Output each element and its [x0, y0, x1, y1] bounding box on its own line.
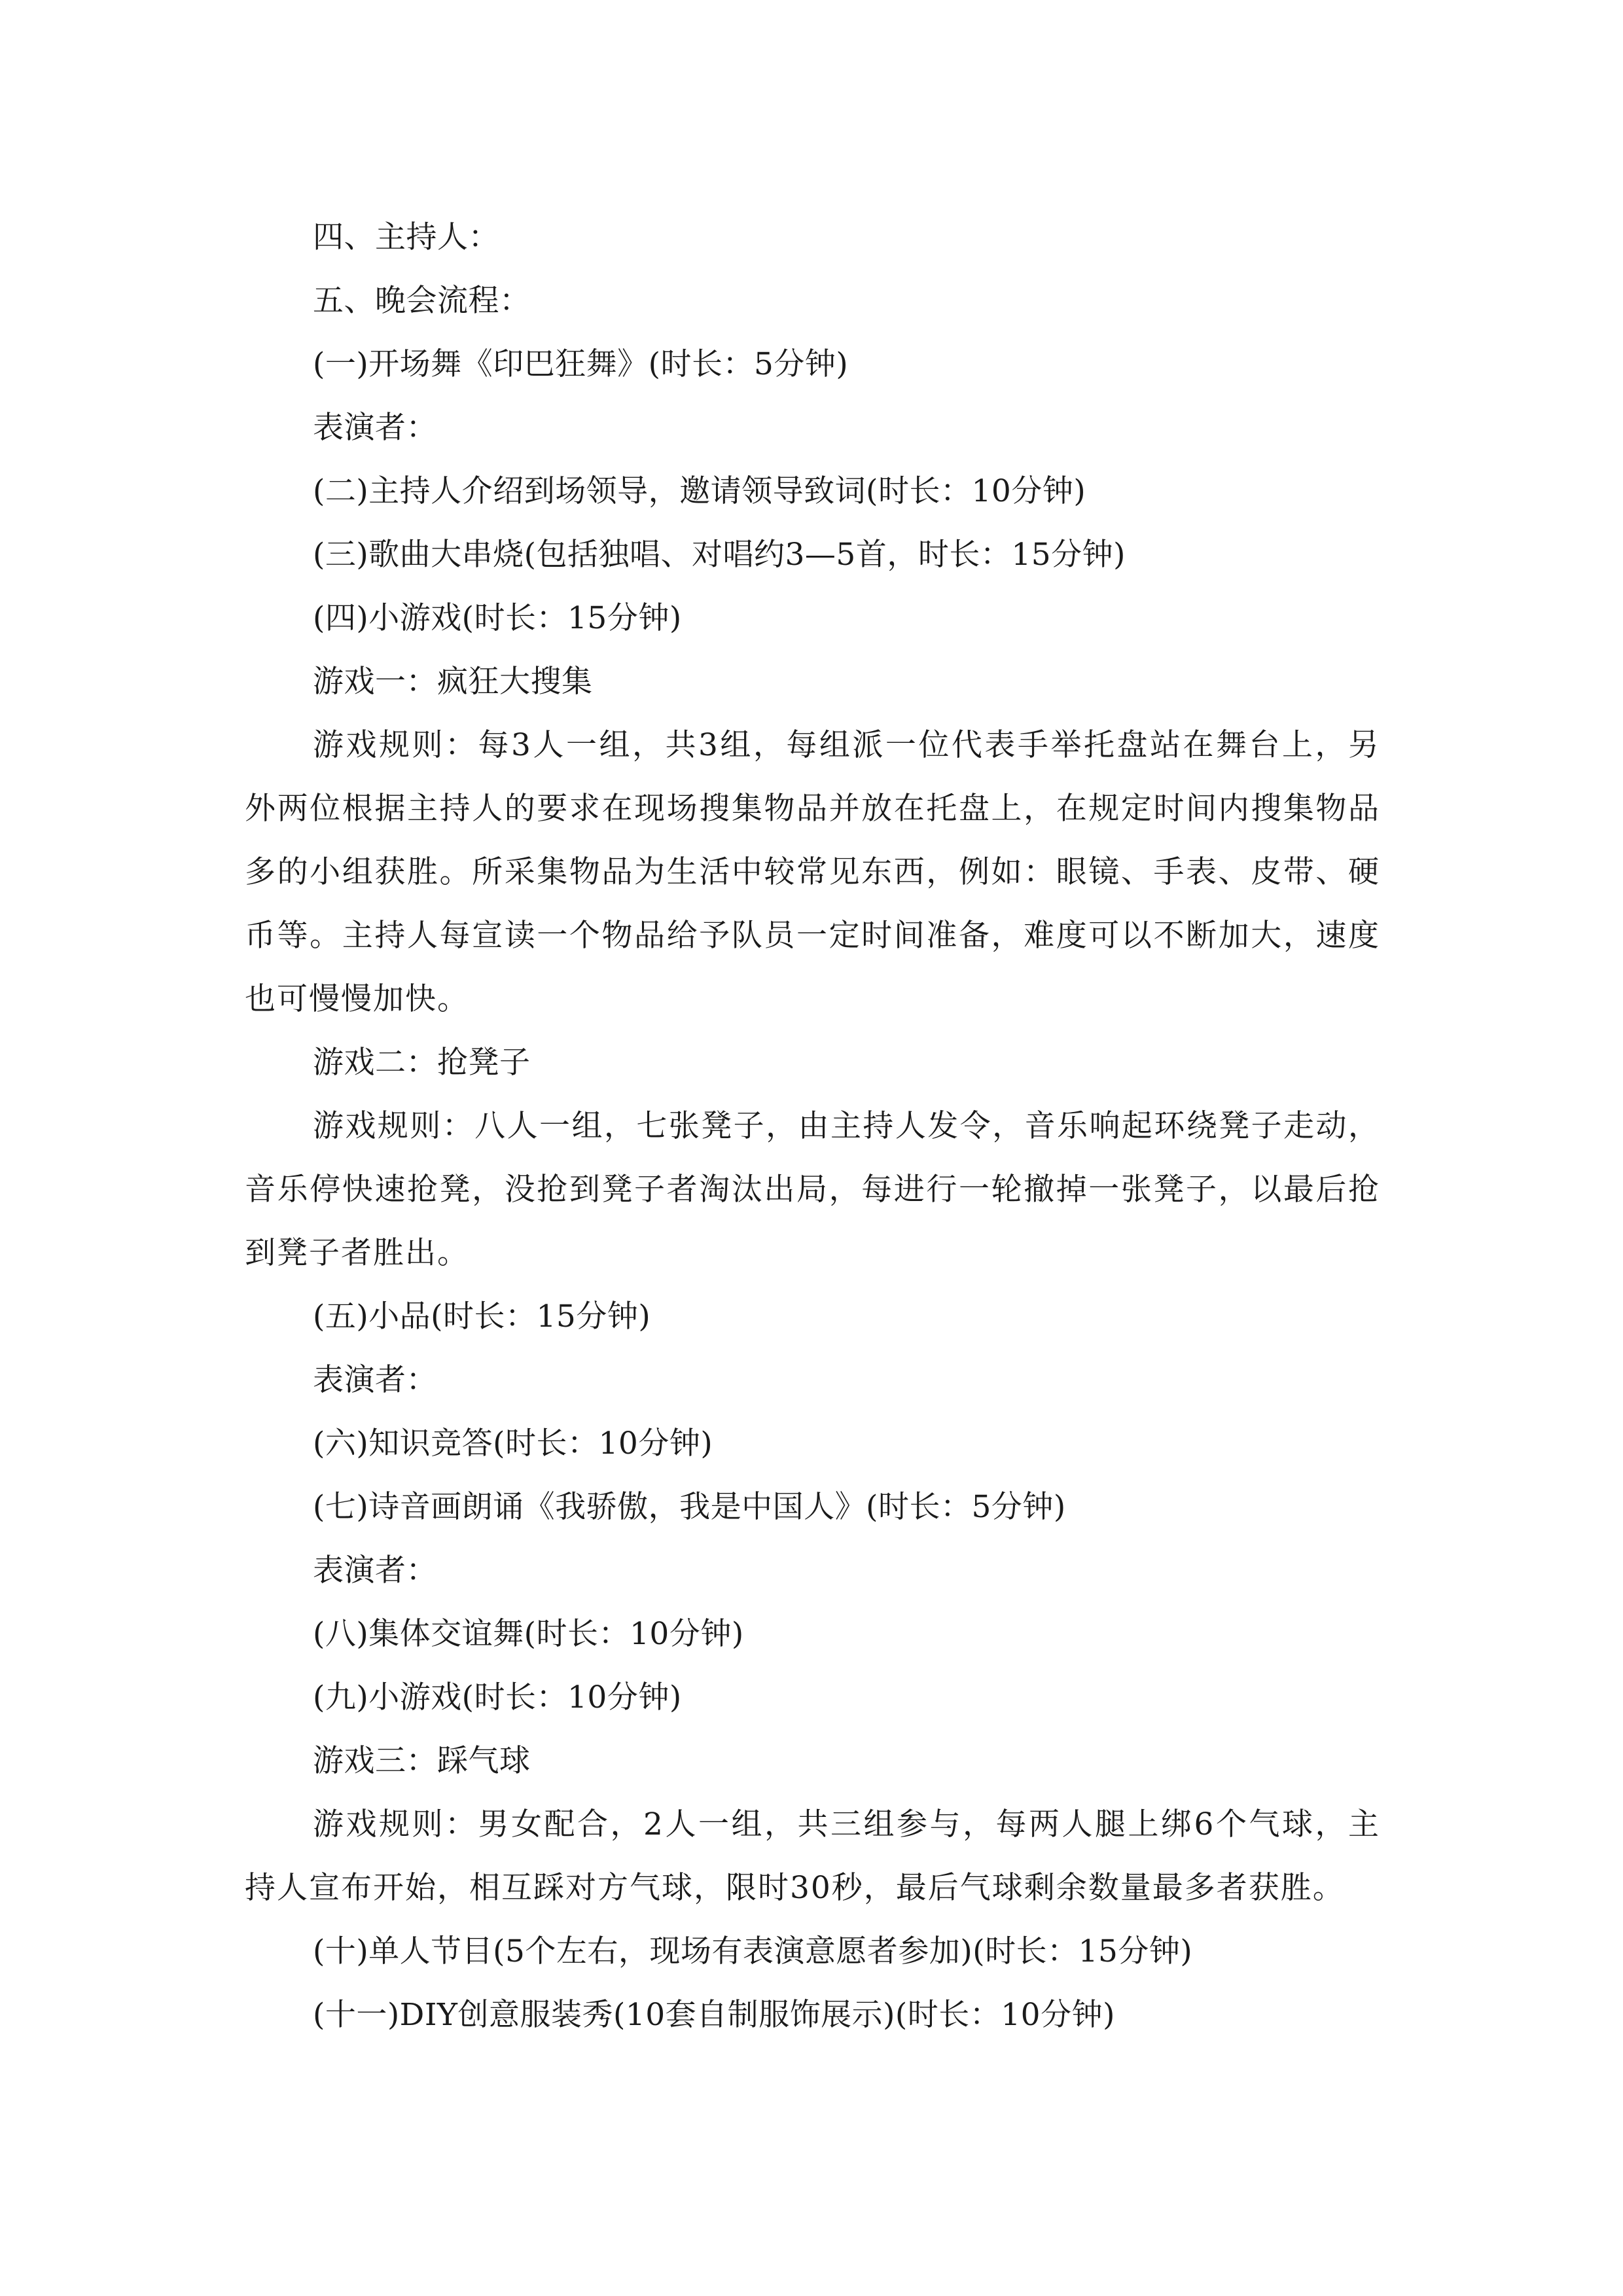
- program-item-6: (六)知识竞答(时长：10分钟): [313, 1426, 713, 1462]
- program-item-2: (二)主持人介绍到场领导，邀请领导致词(时长：10分钟): [313, 473, 1086, 509]
- program-item-11: (十一)DIY创意服装秀(10套自制服饰展示)(时长：10分钟): [313, 1997, 1115, 2033]
- game-2-title: 游戏二：抢凳子: [313, 1045, 531, 1081]
- program-item-7: (七)诗音画朗诵《我骄傲，我是中国人》(时长：5分钟): [313, 1489, 1066, 1525]
- program-item-8: (八)集体交谊舞(时长：10分钟): [313, 1616, 744, 1652]
- performer-label: 表演者：: [313, 1362, 437, 1398]
- program-item-5: (五)小品(时长：15分钟): [313, 1299, 651, 1335]
- game-3-title: 游戏三：踩气球: [313, 1743, 531, 1779]
- game-3-rules: 游戏规则：男女配合，2人一组，共三组参与，每两人腿上绑6个气球，主持人宣布开始，相互踩对方气球，限时30秒，最后气球剩余数量最多者获胜。: [245, 1806, 1380, 1906]
- performer-label: 表演者：: [313, 1552, 437, 1588]
- game-2-rules: 游戏规则：八人一组，七张凳子，由主持人发令，音乐响起环绕凳子走动，音乐停快速抢凳，没抢到凳子者淘汰出局，每进行一轮撤掉一张凳子，以最后抢到凳子者胜出。: [245, 1108, 1380, 1271]
- program-item-4: (四)小游戏(时长：15分钟): [313, 600, 682, 636]
- document-body: [245, 206, 1380, 2047]
- program-item-10: (十)单人节目(5个左右，现场有表演意愿者参加)(时长：15分钟): [313, 1933, 1193, 1969]
- section-heading-host: 四、主持人：: [313, 219, 499, 255]
- section-heading-program: 五、晚会流程：: [313, 283, 531, 319]
- performer-label: 表演者：: [313, 410, 437, 446]
- program-item-9: (九)小游戏(时长：10分钟): [313, 1679, 682, 1715]
- game-1-rules: 游戏规则：每3人一组，共3组，每组派一位代表手举托盘站在舞台上，另外两位根据主持人的要求在现场搜集物品并放在托盘上，在规定时间内搜集物品多的小组获胜。所采集物品为生活中较常见东西，例如：眼镜、手表、皮带、硬币等。主持人每宣读一个物品给予队员一定时间准备，难度可以不断加大，速度也可慢慢加快。: [245, 727, 1380, 1017]
- program-item-1: (一)开场舞《印巴狂舞》(时长：5分钟): [313, 346, 849, 382]
- program-item-3: (三)歌曲大串烧(包括独唱、对唱约3—5首，时长：15分钟): [313, 537, 1126, 573]
- game-1-title: 游戏一：疯狂大搜集: [313, 664, 593, 700]
